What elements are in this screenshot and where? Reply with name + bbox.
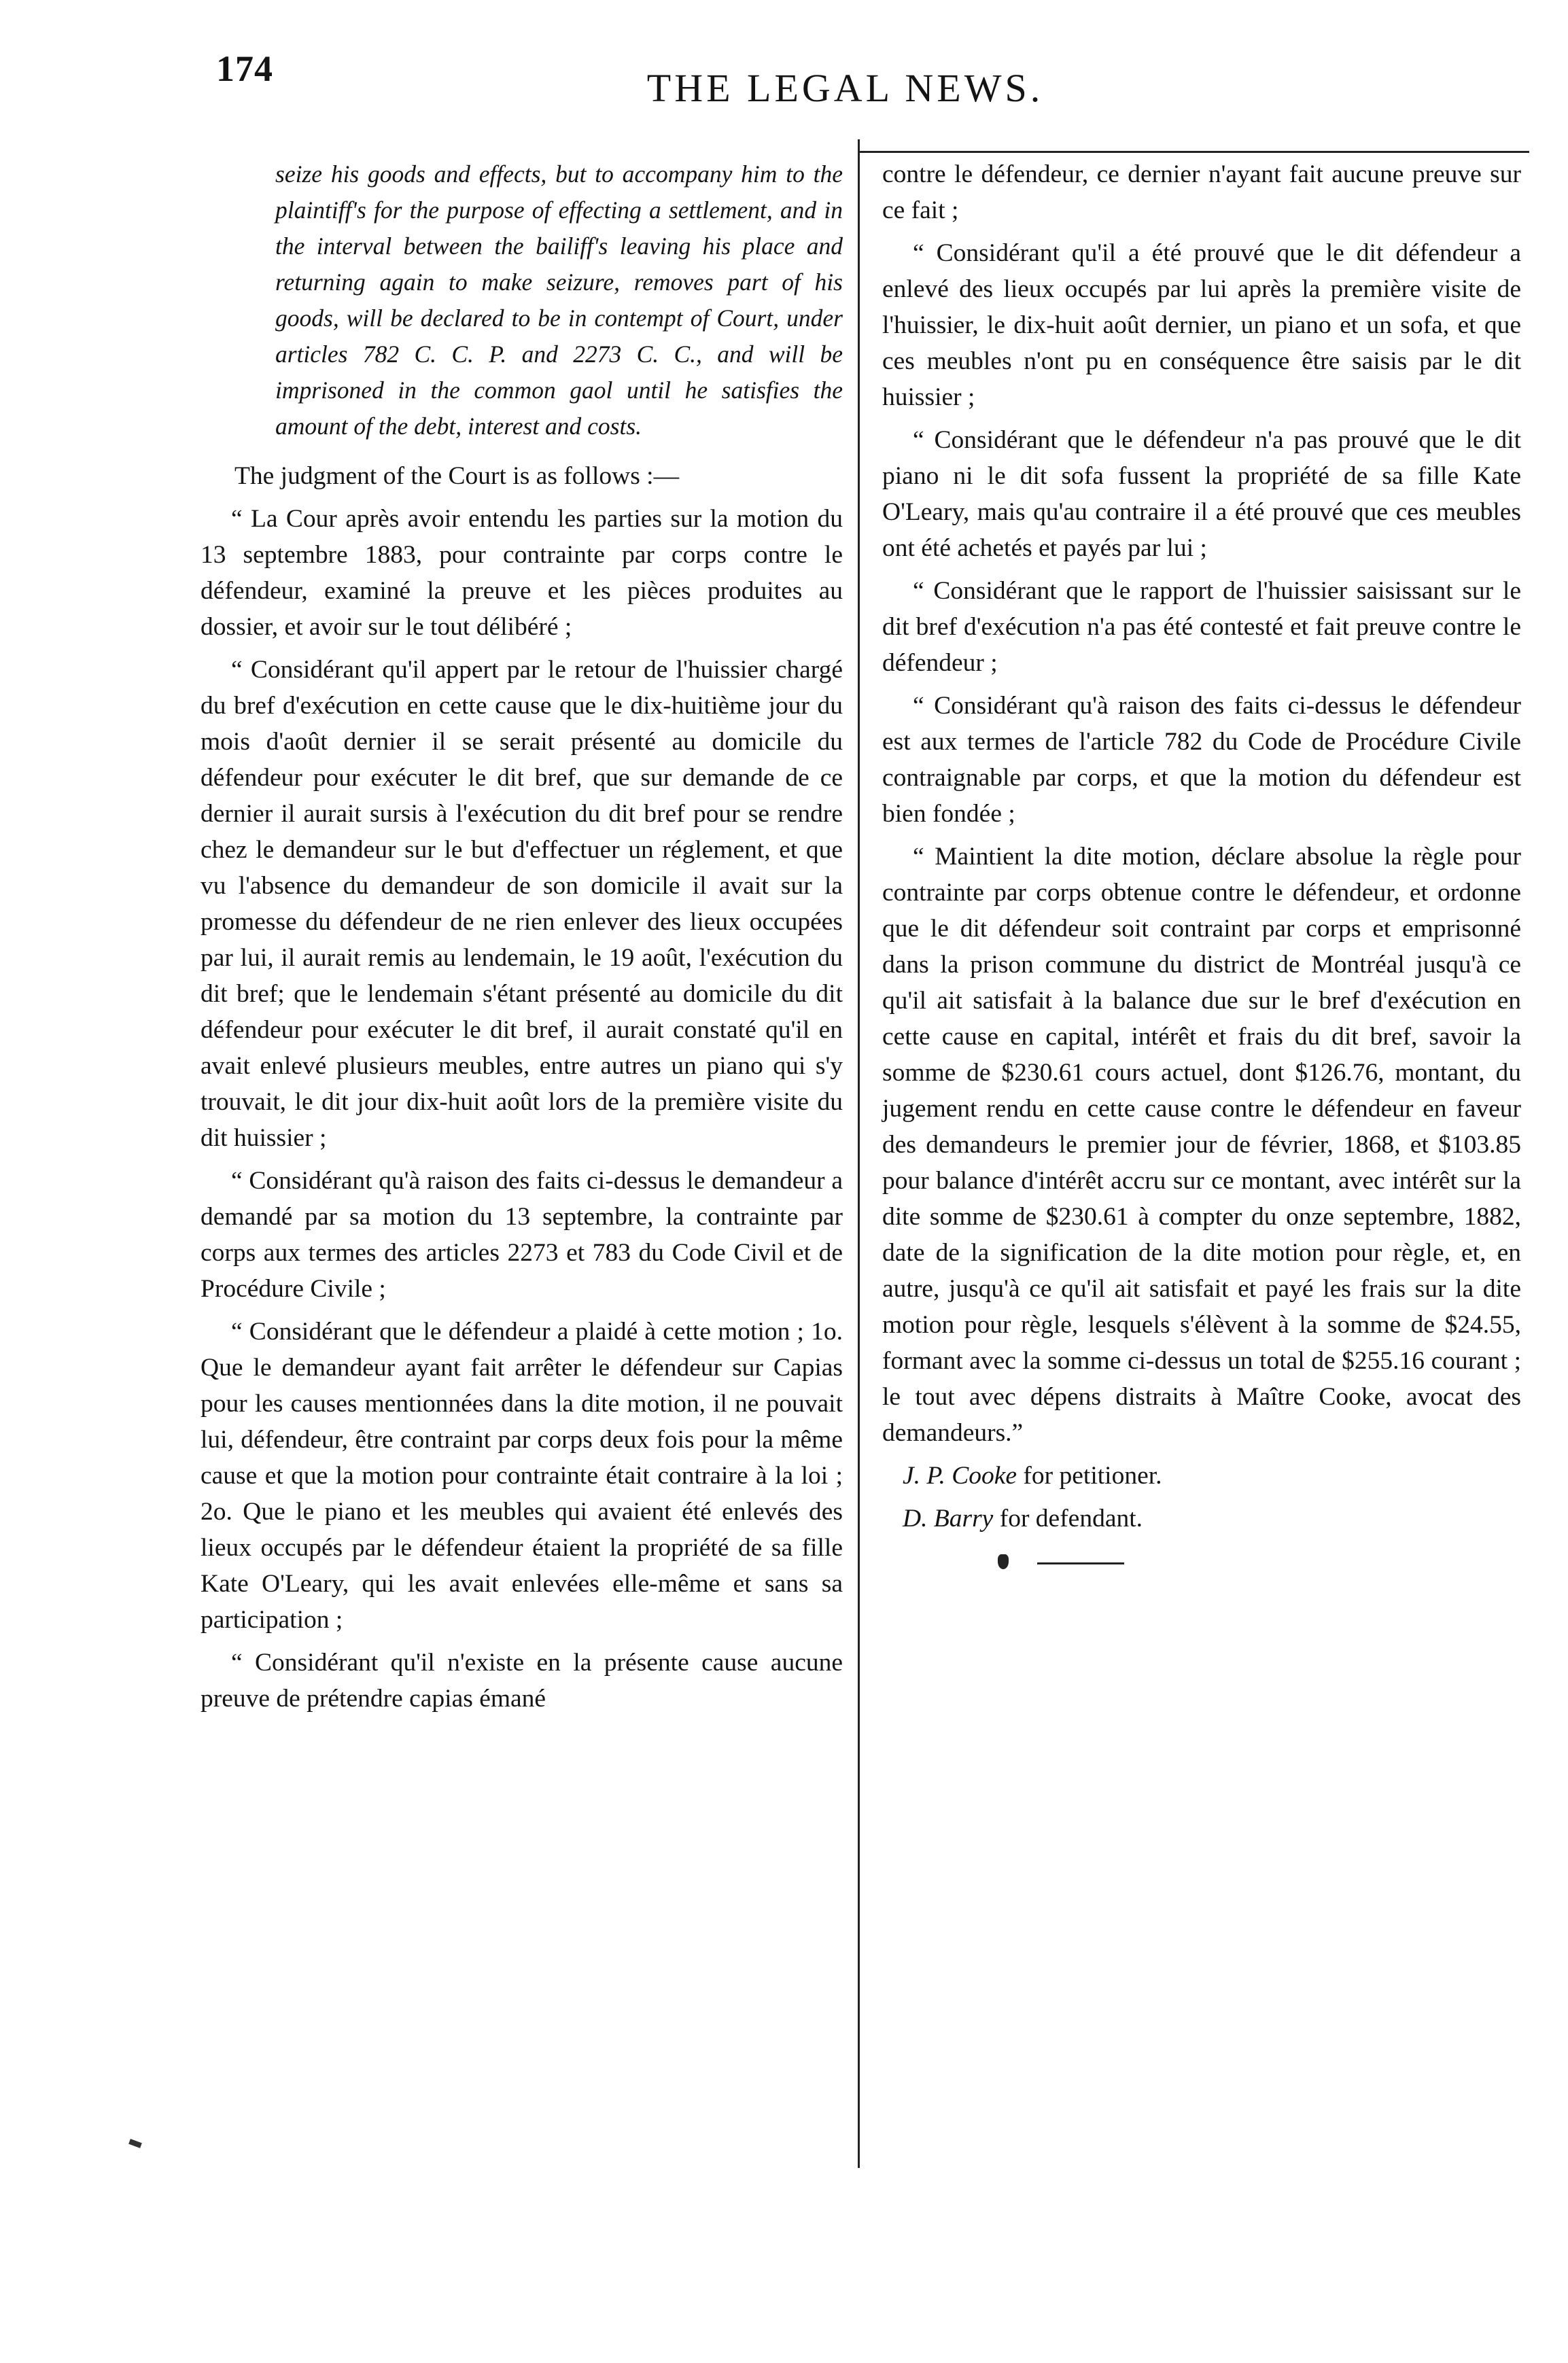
header-rule [859, 151, 1529, 153]
paragraph: “ Considérant que le défendeur a plaidé à cette motion ; 1o. Que le demandeur ayant fait arrêter le défendeur sur Capias pour les causes mentionnées dans la dite motion, il ne pouvait lui, défendeur, être contraint par corps deux fois pour la même cause et que la motion pour contrainte était contraire à la loi ; 2o. Que le piano et les meubles qui avaient été enlevés des lieux occupés par le défendeur étaient la propriété de sa fille Kate O'Leary, qui les avait enlevées elle-même et sans sa participation ; [201, 1318, 843, 1634]
paragraph: “ Considérant qu'à raison des faits ci-dessus le défendeur est aux termes de l'article 782 du Code de Procédure Civile contraignable par corps, et que la motion du défendeur est bien fondée ; [882, 692, 1521, 828]
counsel-name: D. Barry [903, 1505, 994, 1533]
paragraph: “ Considérant que le rapport de l'huissier saisissant sur le dit bref d'exécution n'a pas été contesté et fait preuve contre le défendeur ; [882, 577, 1521, 677]
left-column [201, 156, 843, 1723]
signature-line [903, 1501, 1521, 1537]
end-ornament [998, 1553, 1521, 1580]
paragraph: “ Maintient la dite motion, déclare absolue la règle pour contrainte par corps obtenue contre le défendeur, et ordonne que le dit défendeur soit contraint par corps et emprisonné dans la prison commune du district de Montréal jusqu'à ce qu'il ait satisfait à la balance due sur le bref d'exécution en cette cause en capital, intérêt et frais du dit bref, savoir la somme de $230.61 cours actuel, dont $126.76, montant, du jugement rendu en cette cause contre le défendeur en faveur des demandeurs le premier jour de février, 1868, et $103.85 pour balance d'intérêt accru sur ce montant, avec intérêt sur la dite somme de $230.61 à compter du onze septembre, 1882, date de la signification de la dite motion pour règle, et, en autre, jusqu'à ce qu'il ait satisfait et payé les frais sur la dite motion pour règle, lesquels s'élèvent à la somme de $24.55, formant avec la somme ci-dessus un total de $255.16 courant ; le tout avec dépens distraits à Maître Cooke, avocat des demandeurs.” [882, 843, 1521, 1447]
paragraph: “ Considérant qu'à raison des faits ci-dessus le demandeur a demandé par sa motion du 13 septembre, la contrainte par corps aux termes des articles 2273 et 783 du Code Civil et de Procédure Civile ; [201, 1167, 843, 1303]
paragraph: The judgment of the Court is as follows :— [234, 462, 680, 490]
paragraph: “ La Cour après avoir entendu les parties sur la motion du 13 septembre 1883, pour contrainte par corps contre le défendeur, examiné la preuve et les pièces produites au dossier, et avoir sur le tout délibéré ; [201, 505, 843, 641]
right-column [882, 156, 1521, 1580]
counsel-name: J. P. Cooke [903, 1462, 1017, 1490]
ornament-dash [1037, 1562, 1124, 1564]
margin-mark [128, 2139, 142, 2148]
page-number: 174 [216, 48, 273, 89]
paragraph: “ Considérant que le défendeur n'a pas prouvé que le dit piano ni le dit sofa fussent la propriété de sa fille Kate O'Leary, mais qu'au contraire il a été prouvé que ces meubles ont été achetés et payés par lui ; [882, 426, 1521, 562]
headnote: seize his goods and effects, but to accompany him to the plaintiff's for the purpose of effecting a settlement, and in the interval between the bailiff's leaving his place and returning again to make seizure, removes part of his goods, will be declared to be in contempt of Court, under articles 782 C. C. P. and 2273 C. C., and will be imprisoned in the common gaol until he satisfies the amount of the debt, interest and costs. [275, 160, 843, 440]
paragraph: “ Considérant qu'il appert par le retour de l'huissier chargé du bref d'exécution en cette cause que le dix-huitième jour du mois d'août dernier il se serait présenté au domicile du défendeur pour exécuter le dit bref, que sur demande de ce dernier il aurait sursis à l'exécution du dit bref pour se rendre chez le demandeur sur le but d'effectuer un réglement, et que vu l'absence du demandeur de son domicile il avait sur la promesse du défendeur de ne rien enlever des lieux occupées par lui, il aurait remis au lendemain, le 19 août, l'exécution du dit bref; que le lendemain s'étant présenté au domicile du dit défendeur pour exécuter le dit bref, il aurait constaté qu'il en avait enlevé plusieurs meubles, entre autres un piano qui s'y trouvait, le dit jour dix-huit août lors de la première visite du dit huissier ; [201, 656, 843, 1152]
ornament-dot [998, 1554, 1009, 1569]
running-title: THE LEGAL NEWS. [646, 66, 1044, 110]
column-divider [858, 139, 860, 2168]
paragraph: “ Considérant qu'il n'existe en la présente cause aucune preuve de prétendre capias émané [201, 1649, 843, 1713]
counsel-role: for defendant. [999, 1505, 1143, 1533]
paragraph: contre le défendeur, ce dernier n'ayant fait aucune preuve sur ce fait ; [882, 160, 1521, 224]
counsel-role: for petitioner. [1023, 1462, 1162, 1490]
signature-line [903, 1458, 1521, 1494]
paragraph: “ Considérant qu'il a été prouvé que le dit défendeur a enlevé des lieux occupés par lui après la première visite de l'huissier, le dix-huit août dernier, un piano et un sofa, et que ces meubles n'ont pu en conséquence être saisis par le dit huissier ; [882, 239, 1521, 411]
